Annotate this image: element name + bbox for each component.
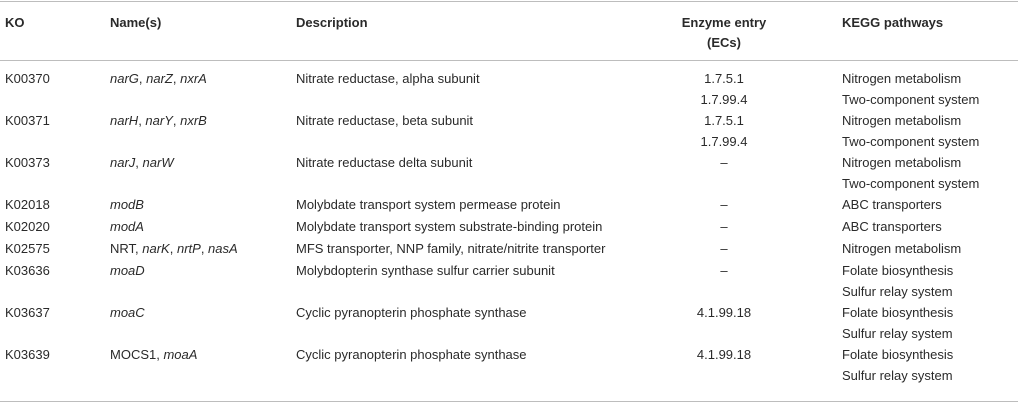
kegg-pathways-cell: [842, 344, 953, 386]
gene-name-part: ,: [200, 241, 209, 256]
pathway-name: Sulfur relay system: [842, 368, 953, 383]
gene-name-part: moaD: [110, 263, 145, 278]
names-cell: [110, 110, 207, 131]
pathway-name: Sulfur relay system: [842, 326, 953, 341]
enzyme-entry-cell: [580, 260, 868, 281]
names-cell: [110, 260, 145, 281]
ko-cell: K03636: [5, 263, 50, 278]
header-rule: [0, 60, 1018, 61]
gene-name-part: NRT,: [110, 241, 143, 256]
pathway-name: ABC transporters: [842, 219, 942, 234]
description-cell: Nitrate reductase delta subunit: [296, 155, 473, 170]
ec-number: –: [720, 241, 728, 256]
gene-name-part: ,: [172, 113, 181, 128]
names-cell: [110, 216, 144, 237]
enzyme-entry-cell: [580, 68, 868, 110]
top-rule: [0, 1, 1018, 2]
pathway-name: Nitrogen metabolism: [842, 71, 962, 86]
gene-name-part: nrtP: [176, 241, 201, 256]
pathway-name: Sulfur relay system: [842, 284, 953, 299]
gene-name-part: narH: [110, 113, 139, 128]
names-cell: [110, 302, 145, 323]
gene-name-part: ,: [169, 241, 177, 256]
kegg-pathways-cell: [842, 110, 979, 152]
bottom-rule: [0, 401, 1018, 402]
kegg-pathways-cell: [842, 216, 942, 237]
names-cell: [110, 68, 207, 89]
pathway-name: Nitrogen metabolism: [842, 113, 962, 128]
kegg-pathways-cell: [842, 260, 953, 302]
kegg-pathways-cell: [842, 194, 942, 215]
description-cell: Nitrate reductase, alpha subunit: [296, 71, 480, 86]
header-ko: KO: [5, 15, 25, 30]
gene-name-part: narG: [110, 71, 139, 86]
ko-cell: K00373: [5, 155, 50, 170]
names-cell: [110, 194, 144, 215]
names-cell: [110, 152, 174, 173]
enzyme-entry-cell: [580, 302, 868, 323]
header-enzyme-entry: [580, 13, 868, 53]
description-cell: Molybdate transport system permease protein: [296, 197, 561, 212]
ec-number: 1.7.99.4: [700, 92, 748, 107]
gene-name-part: ,: [172, 71, 181, 86]
ec-number: 1.7.5.1: [704, 113, 744, 128]
gene-name-part: modA: [110, 219, 144, 234]
ko-cell: K03639: [5, 347, 50, 362]
kegg-pathways-cell: [842, 68, 979, 110]
kegg-pathways-cell: [842, 302, 953, 344]
gene-name-part: MOCS1,: [110, 347, 164, 362]
kegg-pathways-cell: [842, 152, 979, 194]
ko-cell: K00371: [5, 113, 50, 128]
ec-number: –: [720, 219, 728, 234]
enzyme-entry-cell: [580, 216, 868, 237]
gene-name-part: moaC: [110, 305, 145, 320]
pathway-name: Two-component system: [842, 176, 980, 191]
pathway-name: Nitrogen metabolism: [842, 241, 962, 256]
enzyme-entry-cell: [580, 238, 868, 259]
pathway-name: Folate biosynthesis: [842, 263, 954, 278]
gene-name-part: ,: [138, 71, 147, 86]
ec-number: –: [720, 155, 728, 170]
gene-name-part: nasA: [208, 241, 238, 256]
enzyme-entry-cell: [580, 110, 868, 152]
enzyme-entry-cell: [580, 344, 868, 365]
enzyme-entry-cell: [580, 152, 868, 173]
description-cell: Cyclic pyranopterin phosphate synthase: [296, 305, 527, 320]
gene-name-part: moaA: [163, 347, 198, 362]
gene-name-part: nxrB: [180, 113, 207, 128]
gene-name-part: narJ: [110, 155, 136, 170]
pathway-name: ABC transporters: [842, 197, 942, 212]
pathway-name: Two-component system: [842, 134, 980, 149]
description-cell: Molybdopterin synthase sulfur carrier subunit: [296, 263, 555, 278]
ec-number: –: [720, 263, 728, 278]
header-enzyme-line1: Enzyme entry: [681, 15, 767, 30]
header-names: Name(s): [110, 15, 162, 30]
ko-cell: K00370: [5, 71, 50, 86]
gene-name-part: narW: [142, 155, 174, 170]
pathway-name: Two-component system: [842, 92, 980, 107]
description-cell: Molybdate transport system substrate-binding protein: [296, 219, 603, 234]
enzyme-entry-cell: [580, 194, 868, 215]
pathway-name: Folate biosynthesis: [842, 347, 954, 362]
gene-name-part: narY: [145, 113, 173, 128]
gene-name-part: ,: [138, 113, 146, 128]
ec-number: 4.1.99.18: [696, 305, 752, 320]
gene-name-part: narK: [142, 241, 170, 256]
gene-name-part: nxrA: [180, 71, 207, 86]
ec-number: 1.7.99.4: [700, 134, 748, 149]
header-kegg-pathways: KEGG pathways: [842, 15, 944, 30]
ko-cell: K03637: [5, 305, 50, 320]
ec-number: 4.1.99.18: [696, 347, 752, 362]
ko-cell: K02575: [5, 241, 50, 256]
ko-cell: K02020: [5, 219, 50, 234]
pathway-name: Folate biosynthesis: [842, 305, 954, 320]
ec-number: –: [720, 197, 728, 212]
description-cell: MFS transporter, NNP family, nitrate/nitrite transporter: [296, 241, 606, 256]
ko-cell: K02018: [5, 197, 50, 212]
description-cell: Cyclic pyranopterin phosphate synthase: [296, 347, 527, 362]
ec-number: 1.7.5.1: [704, 71, 744, 86]
gene-name-part: ,: [135, 155, 143, 170]
pathway-name: Nitrogen metabolism: [842, 155, 962, 170]
header-description: Description: [296, 15, 368, 30]
names-cell: [110, 344, 197, 365]
gene-name-part: modB: [110, 197, 144, 212]
header-enzyme-line2: (ECs): [707, 35, 741, 50]
description-cell: Nitrate reductase, beta subunit: [296, 113, 474, 128]
names-cell: [110, 238, 238, 259]
gene-name-part: narZ: [146, 71, 173, 86]
kegg-pathways-cell: [842, 238, 961, 259]
